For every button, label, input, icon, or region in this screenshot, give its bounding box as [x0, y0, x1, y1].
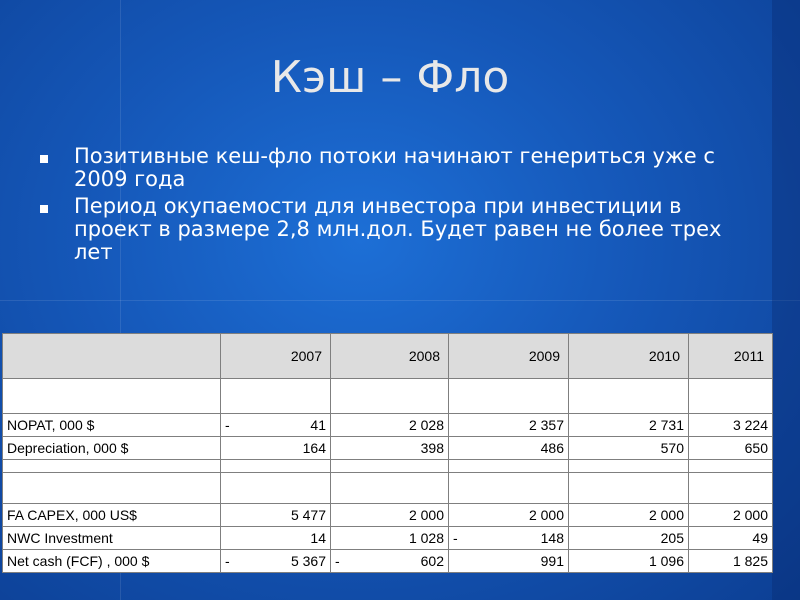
table-row: [3, 437, 773, 460]
value-cell: [569, 414, 689, 437]
value-cell: [689, 527, 773, 550]
value-cell: [449, 527, 569, 550]
value-cell: [331, 504, 449, 527]
year-header: 2008: [331, 334, 449, 379]
table-row: [3, 550, 773, 573]
value-cell: [449, 414, 569, 437]
value: 148: [540, 530, 564, 546]
value-cell: [331, 550, 449, 573]
value: 3 224: [732, 417, 768, 433]
value-cell: [569, 527, 689, 550]
value: 2 000: [648, 507, 684, 523]
value-cell: [569, 437, 689, 460]
year-header: 2010: [569, 334, 689, 379]
value-cell: [569, 504, 689, 527]
table-spacer-row: [3, 460, 773, 473]
value: 41: [310, 417, 326, 433]
row-label: FA CAPEX, 000 US$: [3, 504, 221, 527]
row-label: NWC Investment: [3, 527, 221, 550]
value-cell: [449, 504, 569, 527]
value: 5 367: [290, 553, 326, 569]
value-cell: [221, 504, 331, 527]
value-cell: [689, 414, 773, 437]
bullet-item: [40, 145, 760, 191]
sign: -: [453, 530, 458, 546]
year-header: 2011: [689, 334, 773, 379]
sign: -: [225, 417, 230, 433]
table-row: [3, 504, 773, 527]
value: 2 000: [732, 507, 768, 523]
value: 2 357: [528, 417, 564, 433]
value-cell: [221, 437, 331, 460]
value-cell: [221, 550, 331, 573]
value: 2 000: [528, 507, 564, 523]
year-header: 2009: [449, 334, 569, 379]
value: 5 477: [290, 507, 326, 523]
table-row: [3, 414, 773, 437]
row-label: Net cash (FCF) , 000 $: [3, 550, 221, 573]
table-spacer-row: [3, 379, 773, 414]
value: 2 028: [408, 417, 444, 433]
value: 1 825: [732, 553, 768, 569]
value: 602: [420, 553, 444, 569]
table-spacer-row: [3, 473, 773, 504]
row-label: NOPAT, 000 $: [3, 414, 221, 437]
value: 1 028: [408, 530, 444, 546]
value: 49: [752, 530, 768, 546]
row-label: Depreciation, 000 $: [3, 437, 221, 460]
value: 2 000: [408, 507, 444, 523]
value-cell: [221, 414, 331, 437]
cash-flow-table: [2, 333, 773, 573]
value-cell: [689, 550, 773, 573]
value: 486: [540, 440, 564, 456]
year-header: 2007: [221, 334, 331, 379]
value: 205: [660, 530, 684, 546]
header-corner-cell: [3, 334, 221, 379]
value-cell: [221, 527, 331, 550]
value-cell: [331, 414, 449, 437]
bullet-square-icon: [40, 205, 48, 213]
value: 14: [310, 530, 326, 546]
value: 1 096: [648, 553, 684, 569]
value-cell: [689, 437, 773, 460]
slide-title: Кэш – Фло: [270, 52, 510, 103]
decor-line: [0, 300, 800, 301]
value-cell: [331, 527, 449, 550]
bullet-item: [40, 195, 760, 264]
value: 2 731: [648, 417, 684, 433]
value-cell: [569, 550, 689, 573]
value-cell: [331, 437, 449, 460]
bullet-list: [40, 145, 760, 268]
value: 991: [540, 553, 564, 569]
bullet-text: Позитивные кеш-фло потоки начинают генериться уже с 2009 года: [74, 144, 715, 191]
value: 164: [302, 440, 326, 456]
bullet-square-icon: [40, 155, 48, 163]
table-row: [3, 527, 773, 550]
value-cell: [449, 550, 569, 573]
value-cell: [689, 504, 773, 527]
value: 570: [660, 440, 684, 456]
table-header-row: [3, 334, 773, 379]
value: 398: [420, 440, 444, 456]
bullet-text: Период окупаемости для инвестора при инвестиции в проект в размере 2,8 млн.дол. Будет равен не более трех лет: [74, 194, 722, 264]
value: 650: [744, 440, 768, 456]
value-cell: [449, 437, 569, 460]
sign: -: [225, 553, 230, 569]
sign: -: [335, 553, 340, 569]
